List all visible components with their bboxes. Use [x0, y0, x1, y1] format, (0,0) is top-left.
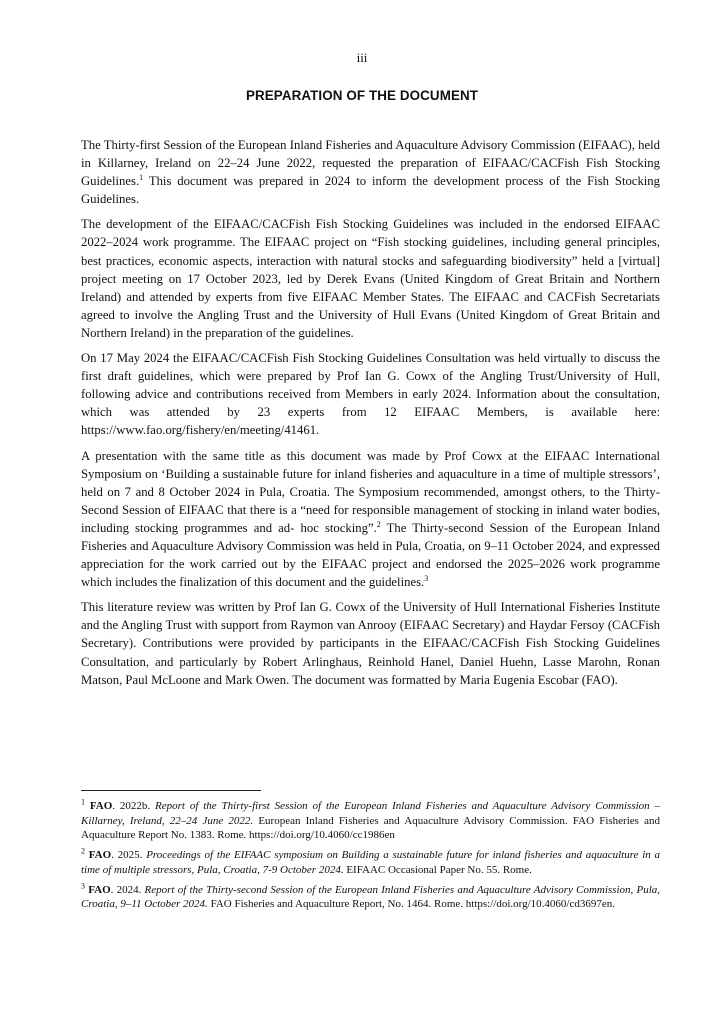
footnote-title: Report of the Thirty-first Session of the European Inland Fisheries and Aquaculture Advisory Commission – Killarney, Ireland, 22–24 June 2022. — [81, 800, 661, 827]
paragraph-5: This literature review was written by Prof Ian G. Cowx of the University of Hull International Fisheries Institute and the Angling Trust with support from Raymon van Anrooy (EIFAAC Secretary) and Haydar Fersoy (CACFish Secretary). Contributions were provided by participants in the EIFAAC/CACFish Fish Stocking Guidelines Consultation, and particularly by Robert Arlinghaus, Reinhold Hanel, Daniel Huehn, Lasse Marohn, Ronan Matson, Paul McLoone and Mark Owen. The document was formatted by Maria Eugenia Escobar (FAO). — [81, 600, 660, 687]
footnotes — [81, 799, 660, 917]
footnote-details: FAO Fisheries and Aquaculture Report, No. 1464. Rome. https://doi.org/10.4060/cd3697en. — [207, 898, 615, 911]
paragraph-4 — [81, 447, 660, 592]
footnote-number: 1 — [81, 797, 85, 807]
footnote-ref-2[interactable]: 2 — [376, 519, 381, 529]
paragraph-2: The development of the EIFAAC/CACFish Fish Stocking Guidelines was included in the endorsed EIFAAC 2022–2024 work programme. The EIFAAC project on “Fish stocking guidelines, including general principles, best practices, economic aspects, interaction with natural stocks and safeguarding biodiversity” held a [virtual] project meeting on 17 October 2023, led by Derek Evans (United Kingdom of Great Britain and Northern Ireland) and attended by experts from five EIFAAC Member States. The EIFAAC and CACFish Secretariats agreed to involve the Angling Trust and the University of Hull Evans (United Kingdom of Great Britain and Northern Ireland) in the preparation of the guidelines. — [81, 217, 660, 340]
paragraph-1-text-cont: This document was prepared in 2024 to inform the development process of the Fish Stocking Guidelines. — [81, 174, 660, 207]
paragraph-1-text: The Thirty-first Session of the European Inland Fisheries and Aquaculture Advisory Commission (EIFAAC), held in Killarney, Ireland on 22–24 June 2022, requested the preparation of EIFAAC/CACFish Fish Stocking Guidelines. — [81, 138, 660, 189]
footnote-author: FAO — [89, 800, 113, 812]
footnote-title: Proceedings of the EIFAAC symposium on Building a sustainable future for inland fisheries and aquaculture in a time of multiple stressors, Pula, Croatia, 7-9 October 2024. — [81, 849, 661, 876]
footnote-year: . 2022b. — [112, 800, 156, 812]
footnote-title: Report of the Thirty-second Session of the European Inland Fisheries and Aquaculture Advisory Commission, Pula, Croatia, 9–11 October 2024. — [81, 883, 661, 911]
footnote-ref-3[interactable]: 3 — [424, 573, 429, 583]
paragraph-3: On 17 May 2024 the EIFAAC/CACFish Fish Stocking Guidelines Consultation was held virtually to discuss the first draft guidelines, which were prepared by Prof Ian G. Cowx of the Angling Trust/University of Hull, following advice and contributions received from Members in early 2024. Information about the consultation, which was attended by 23 experts from 12 EIFAAC Members, is available here: https://www.fao.org/fishery/en/meeting/41461. — [81, 351, 660, 438]
paragraph-4-text-cont: The Thirty-second Session of the European Inland Fisheries and Aquaculture Advisory Commission was held in Pula, Croatia, on 9–11 October 2024, and expressed appreciation for the work carried out by the EIFAAC project and endorsed the 2025–2026 work programme which includes the finalization of this document and the guidelines. — [81, 520, 660, 590]
footnote-number: 3 — [81, 880, 85, 890]
footnote-year: . 2024. — [110, 883, 145, 896]
paragraph-4-text: A presentation with the same title as this document was made by Prof Cowx at the EIFAAC International Symposium on ‘Building a sustainable future for inland fisheries and aquaculture in a time of multiple stressors’, held on 7 and 8 October 2024 in Pula, Croatia. The Symposium recommended, amongst others, to the Thirty-Second Session of EIFAAC that there is a “need for responsible management of stocking in inland water bodies, including stocking programmes and ad- hoc stocking”. — [81, 448, 660, 535]
body-text — [81, 136, 660, 696]
footnote-separator — [81, 790, 261, 791]
paragraph-1 — [81, 136, 660, 208]
footnote-author: FAO — [88, 883, 111, 896]
page-title: PREPARATION OF THE DOCUMENT — [245, 88, 479, 103]
page-number: iii — [356, 50, 368, 65]
footnote-author: FAO — [88, 849, 112, 862]
footnote-1 — [81, 799, 660, 843]
footnote-2 — [81, 848, 660, 877]
footnote-details: EIFAAC Occasional Paper No. 55. Rome. — [343, 863, 532, 876]
footnote-number: 2 — [81, 846, 85, 856]
footnote-3 — [81, 880, 661, 912]
footnote-year: . 2025. — [111, 849, 147, 862]
footnote-ref-1[interactable]: 1 — [139, 172, 144, 182]
footnote-details: European Inland Fisheries and Aquaculture Advisory Commission. FAO Fisheries and Aquaculture Report No. 1383. Rome. https://doi.org/10.4060/cc1986en — [81, 814, 660, 842]
